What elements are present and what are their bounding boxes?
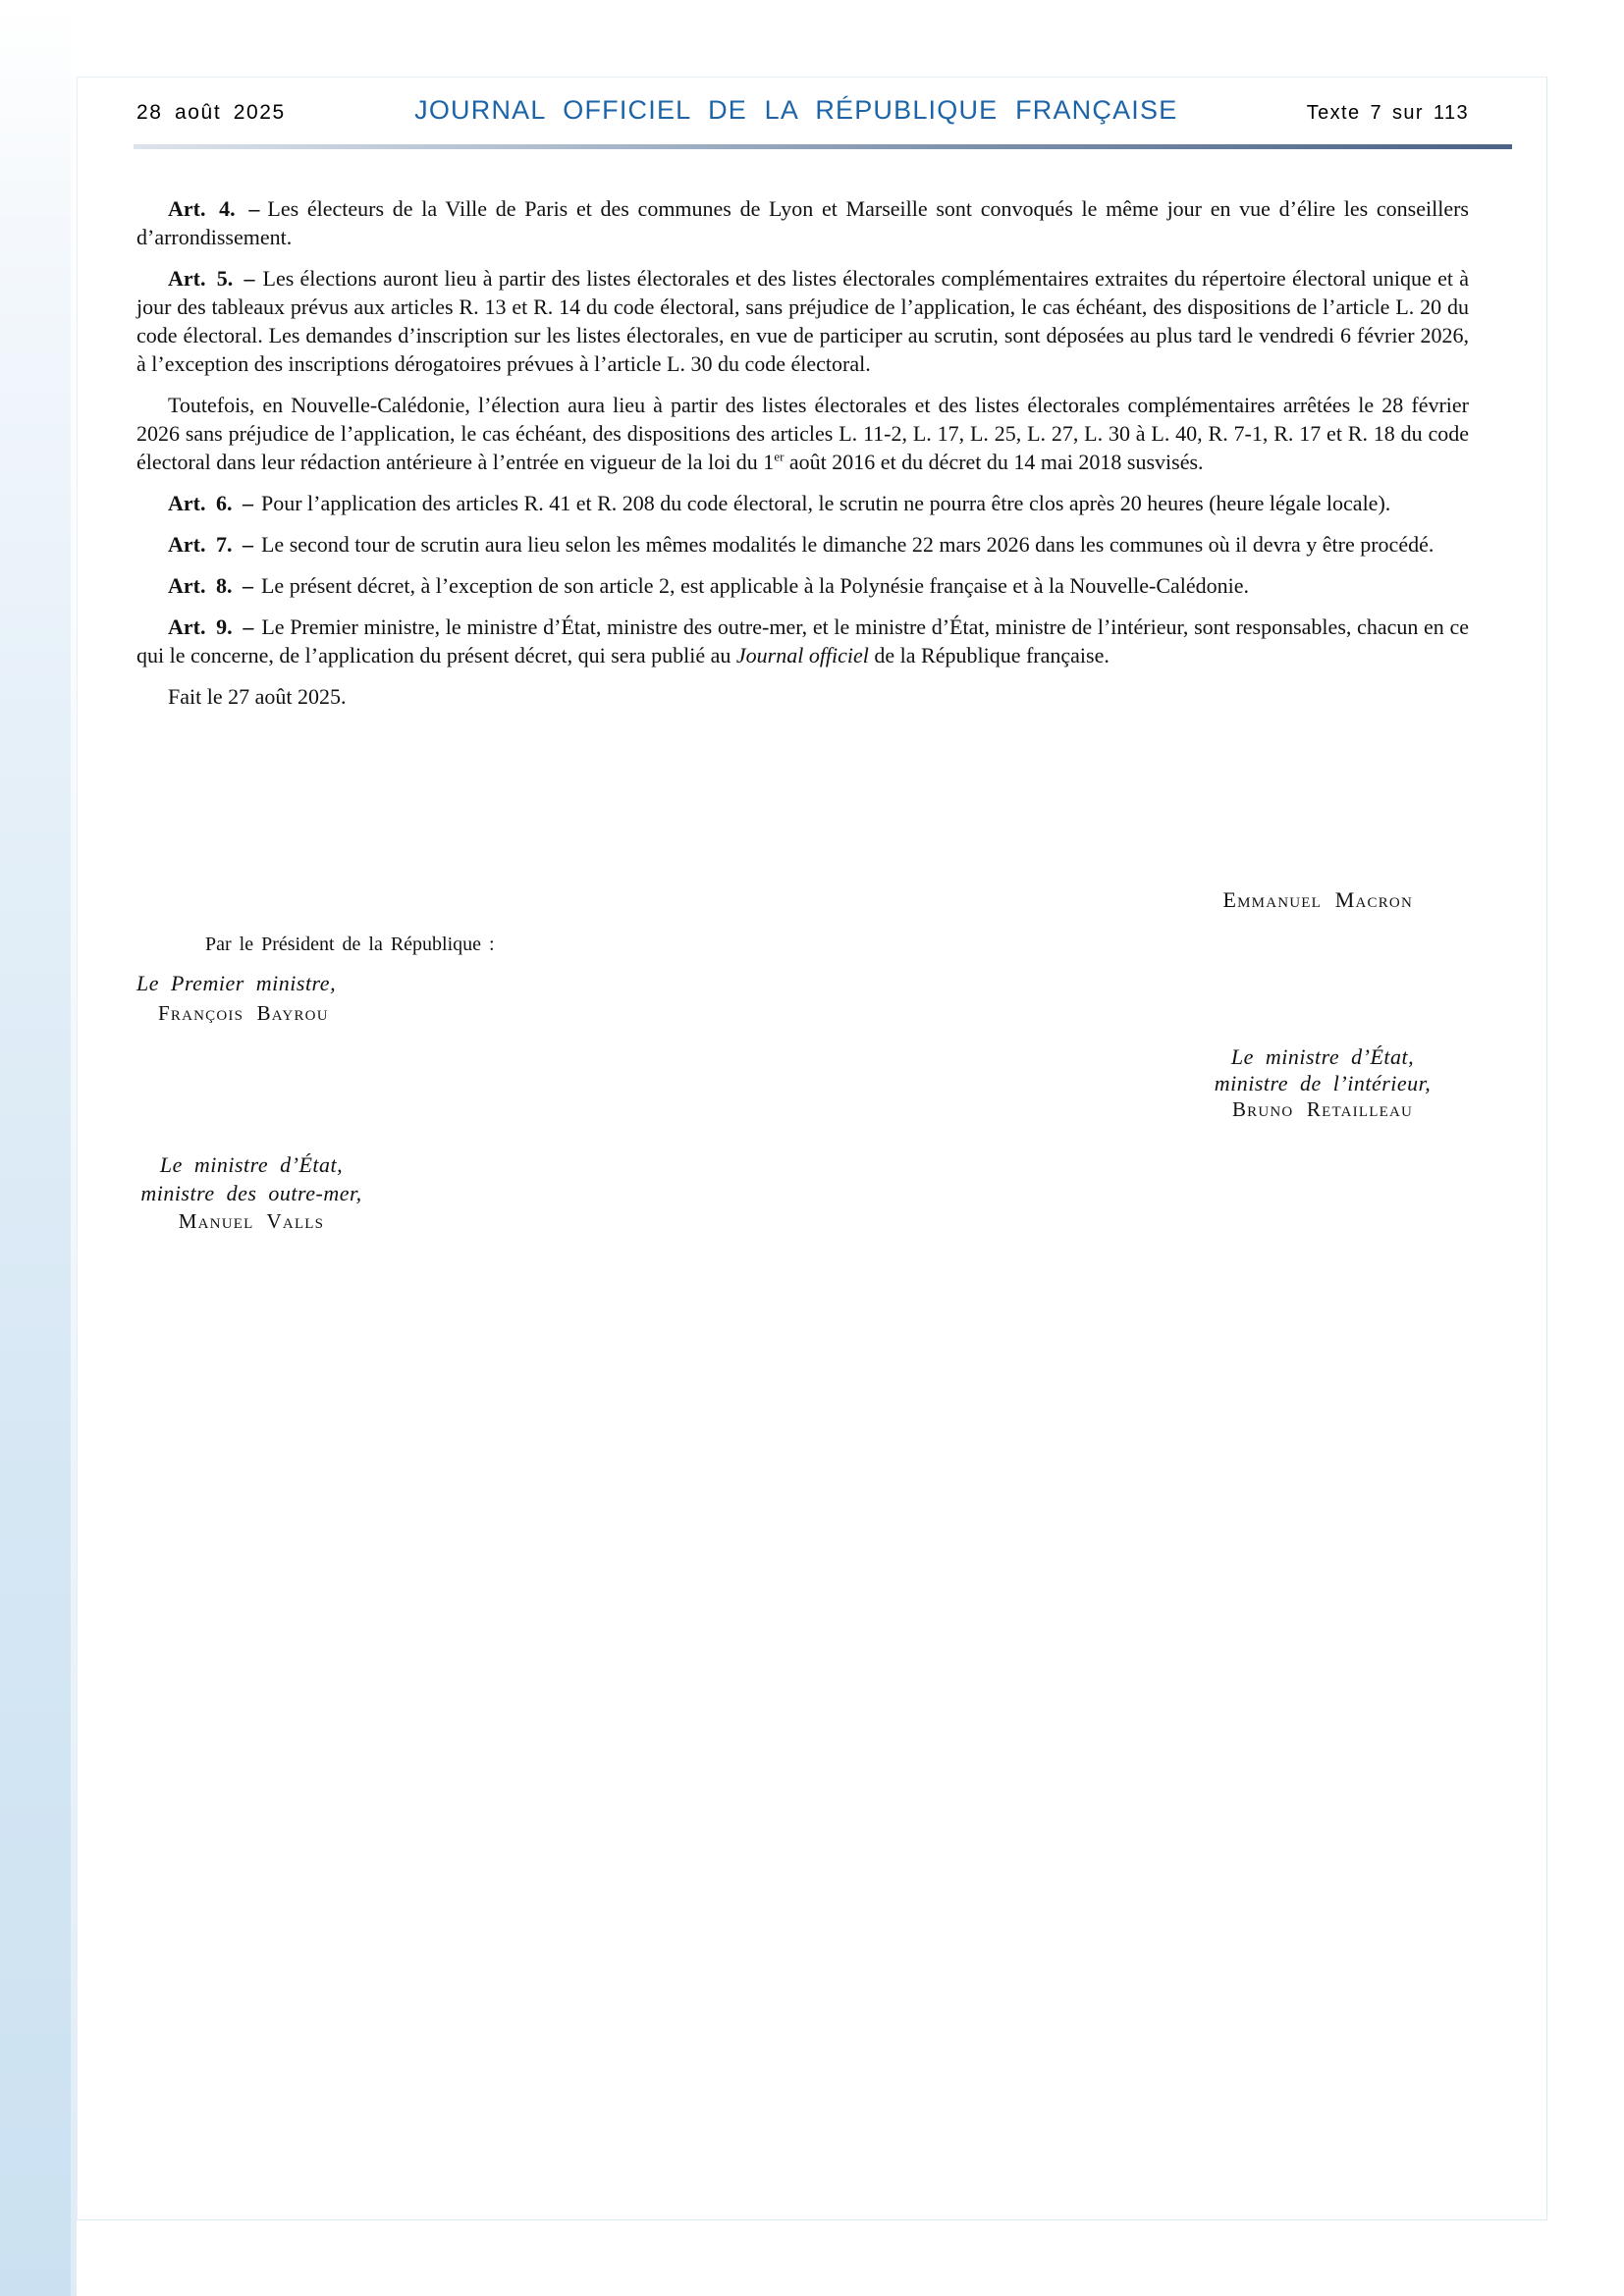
article-9-label: Art. 9. –	[168, 614, 254, 639]
article-5-paragraph	[136, 264, 1469, 378]
article-9-text: Le Premier ministre, le ministre d’État, ministre des outre-mer, et le ministre d’État, ministre de l’intérieur, sont responsables, chacun en ce qui le concerne, de l’application du présent décret, qui sera publié au	[136, 614, 1469, 667]
article-4-label: Art. 4. –	[168, 196, 260, 221]
article-7-text: Le second tour de scrutin aura lieu selon les mêmes modalités le dimanche 22 mars 2026 dans les communes où il devra y être procédé.	[260, 532, 1435, 557]
page-header	[136, 95, 1469, 126]
document-page	[77, 77, 1547, 2220]
article-5-continuation-paragraph	[136, 391, 1469, 476]
interior-minister-name: Bruno Retailleau	[1231, 1097, 1414, 1121]
header-rule	[134, 144, 1512, 149]
left-gradient-band	[0, 0, 77, 2296]
prime-minister-title: Le Premier ministre,	[136, 971, 337, 995]
article-9-text-end: de la République française.	[868, 643, 1110, 667]
article-9-paragraph	[136, 613, 1469, 669]
decree-body	[136, 194, 1469, 711]
signature-president: Emmanuel Macron	[1222, 887, 1413, 912]
overseas-minister-name: Manuel Valls	[178, 1209, 325, 1233]
interior-minister-title-line2: ministre de l’intérieur,	[1214, 1071, 1432, 1095]
journal-officiel-italic: Journal officiel	[735, 643, 869, 667]
article-5-label: Art. 5. –	[168, 266, 255, 291]
prime-minister-name: François Bayrou	[158, 1001, 329, 1025]
article-6-paragraph	[136, 489, 1469, 517]
header-date: 28 août 2025	[136, 101, 286, 124]
article-8-text: Le présent décret, à l’exception de son article 2, est applicable à la Polynésie française et à la Nouvelle-Calédonie.	[260, 573, 1250, 598]
article-5-text: Les élections auront lieu à partir des listes électorales et des listes électorales complémentaires extraites du répertoire électoral unique et à jour des tableaux prévus aux articles R. 13 et R. 14 du code électoral, sans préjudice de l’application, le cas échéant, des dispositions de l’article L. 20 du code électoral. Les demandes d’inscription sur les listes électorales, en vue de participer au scrutin, sont déposées au plus tard le vendredi 6 février 2026, à l’exception des inscriptions dérogatoires prévues à l’article L. 30 du code électoral.	[136, 266, 1469, 376]
article-4-text: Les électeurs de la Ville de Paris et des communes de Lyon et Marseille sont convoqués le même jour en vue d’élire les conseillers d’arrondissement.	[136, 196, 1469, 249]
article-7-label: Art. 7. –	[168, 532, 253, 557]
par-le-president-line: Par le Président de la République :	[205, 934, 495, 955]
article-8-paragraph	[136, 571, 1469, 600]
overseas-minister-title-line1: Le ministre d’État,	[159, 1152, 344, 1177]
journal-title: JOURNAL OFFICIEL DE LA RÉPUBLIQUE FRANÇAISE	[414, 95, 1178, 125]
article-7-paragraph	[136, 530, 1469, 559]
article-5-cont-text: Toutefois, en Nouvelle-Calédonie, l’élection aura lieu à partir des listes électorales et des listes électorales complémentaires arrêtées le 28 février 2026 sans préjudice de l’application, le cas échéant, des dispositions des articles L. 11-2, L. 17, L. 25, L. 27, L. 30 à L. 40, R. 7-1, R. 17 et R. 18 du code électoral dans leur rédaction antérieure à l’entrée en vigueur de la loi du 1	[136, 393, 1469, 474]
text-reference: Texte 7 sur 113	[1306, 102, 1469, 124]
ordinal-superscript: er	[774, 449, 785, 464]
article-8-label: Art. 8. –	[168, 573, 253, 598]
article-6-text: Pour l’application des articles R. 41 et R. 208 du code électoral, le scrutin ne pourra être clos après 20 heures (heure légale locale).	[260, 491, 1391, 515]
signature-prime-minister-block	[136, 969, 336, 1028]
article-6-label: Art. 6. –	[168, 491, 253, 515]
signature-overseas-minister-block	[94, 1150, 408, 1236]
overseas-minister-title-line2: ministre des outre-mer,	[140, 1181, 362, 1205]
signature-interior-minister-block	[1126, 1043, 1519, 1123]
article-4-paragraph	[136, 194, 1469, 251]
fait-le-line: Fait le 27 août 2025.	[168, 684, 347, 709]
interior-minister-title-line1: Le ministre d’État,	[1230, 1044, 1415, 1069]
article-5-cont-text-end: août 2016 et du décret du 14 mai 2018 susvisés.	[784, 450, 1204, 474]
